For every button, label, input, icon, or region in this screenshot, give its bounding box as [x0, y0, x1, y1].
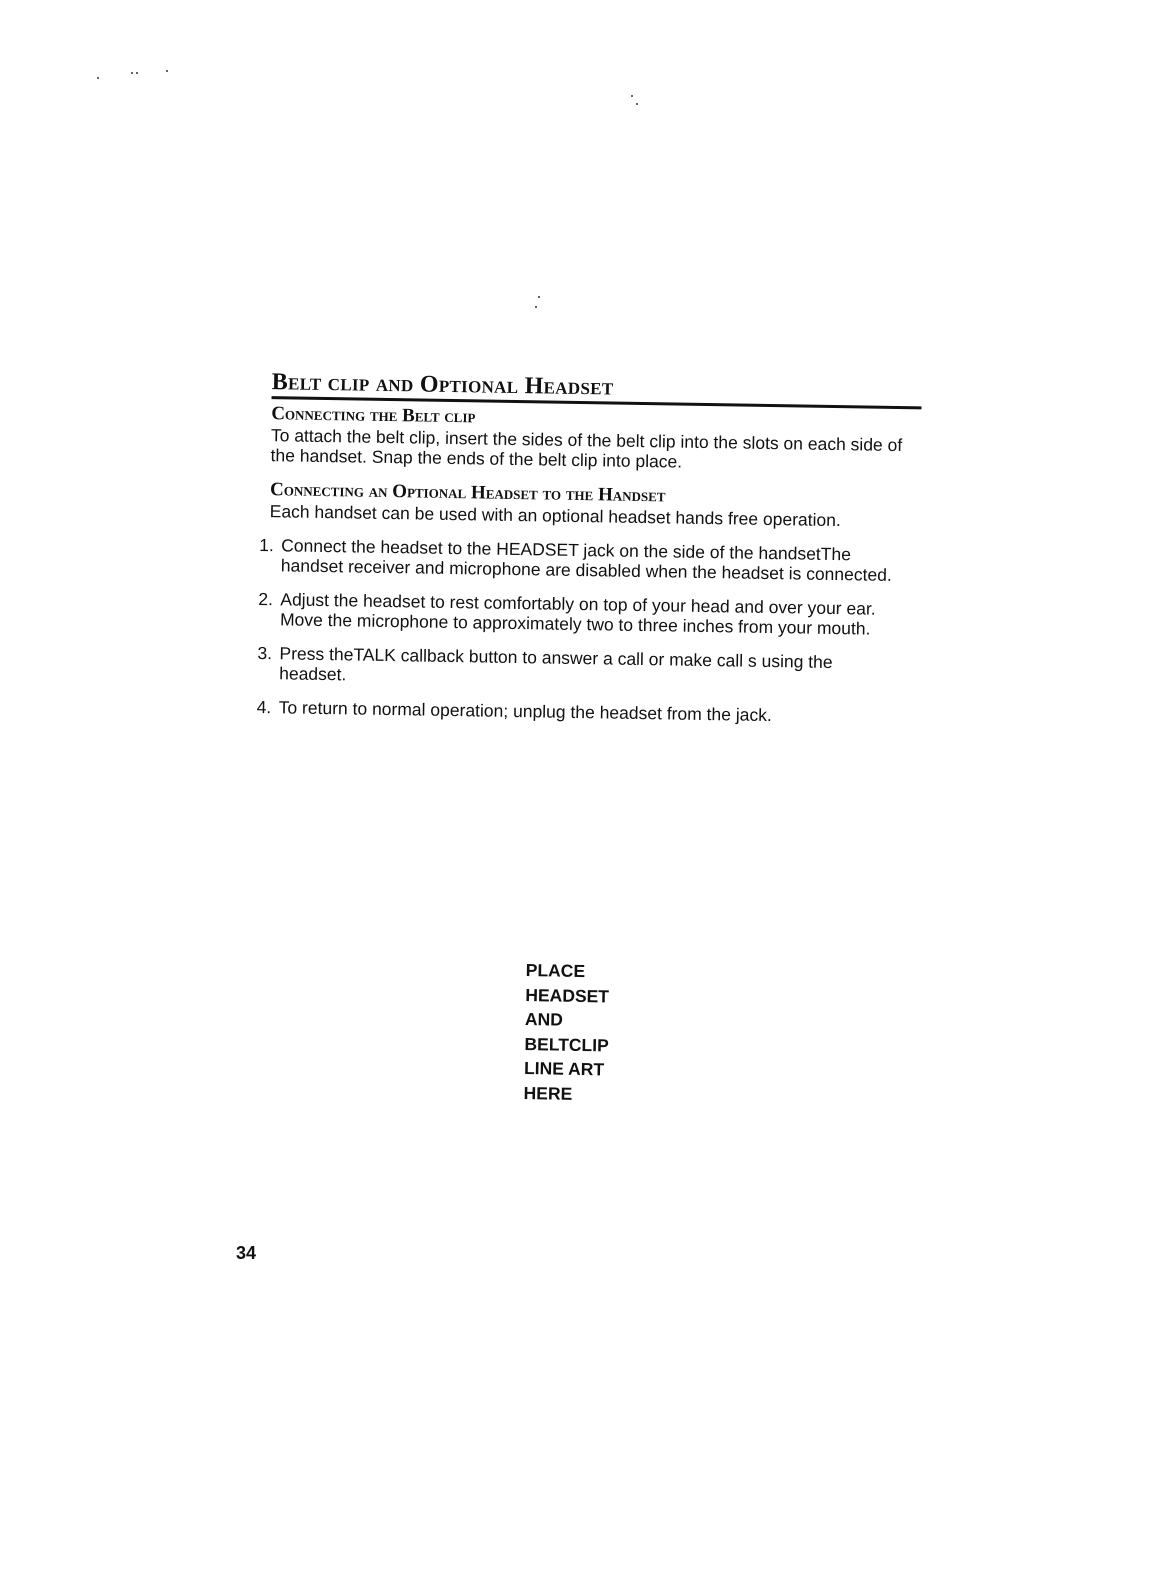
step-text: Connect the headset to the HEADSET jack on the side of the handsetThe handset receiver and microphone are disabled when the headset is connected. — [280, 535, 892, 585]
placeholder-line: LINE ART — [523, 1057, 605, 1080]
scan-speck — [136, 72, 138, 74]
section-title: Belt clip and Optional Headset — [271, 369, 614, 401]
placeholder-line: PLACE — [525, 959, 586, 982]
placeholder-line: HERE — [523, 1082, 573, 1104]
step-item — [257, 643, 928, 694]
placeholder-line: HEADSET — [525, 984, 610, 1006]
line-art-placeholder — [523, 958, 610, 1106]
scan-speck — [131, 72, 133, 74]
belt-clip-body: To attach the belt clip, insert the sides of the belt clip into the slots on each side of the handset. Snap the ends of the belt clip into place. — [270, 425, 903, 472]
headset-heading: Connecting an Optional Headset to the Handset — [269, 479, 666, 507]
headset-body: Each handset can be used with an optional headset hands free operation. — [269, 501, 841, 531]
belt-clip-heading: Connecting the Belt clip — [271, 403, 476, 428]
step-text: To return to normal operation; unplug the headset from the jack. — [278, 697, 772, 726]
scan-speck — [538, 296, 540, 298]
step-item — [259, 535, 930, 586]
step-item — [258, 589, 929, 640]
step-item — [257, 697, 927, 728]
step-number: 4. — [256, 696, 272, 718]
placeholder-line: AND — [524, 1008, 564, 1030]
scan-speck — [166, 70, 168, 72]
scan-speck — [535, 306, 537, 308]
step-number: 1. — [259, 534, 274, 556]
scan-speck — [97, 77, 99, 79]
headset-steps — [257, 535, 930, 728]
step-number: 3. — [257, 642, 273, 664]
step-number: 2. — [258, 588, 274, 610]
page-number: 34 — [236, 1243, 257, 1263]
scan-speck — [631, 95, 633, 97]
manual-page-content — [256, 368, 932, 741]
scan-speck — [636, 103, 638, 105]
step-text: Press theTALK callback button to answer a call or make call s using the headset. — [279, 643, 833, 685]
step-text: Adjust the headset to rest comfortably on top of your head and over your ear. Move the microphone to approximately two to three inches from your mouth. — [279, 589, 876, 639]
placeholder-line: BELTCLIP — [524, 1033, 609, 1055]
